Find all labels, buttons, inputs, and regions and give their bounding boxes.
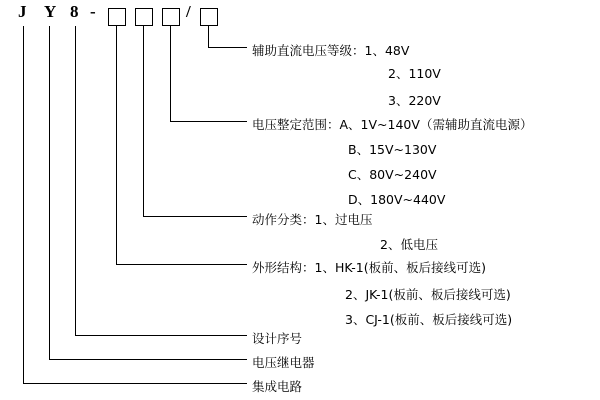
label-enclosure-structure-line-2: 2、JK-1(板前、板后接线可选) bbox=[345, 287, 511, 302]
label-aux-dc-voltage: 辅助直流电压等级：1、48V bbox=[252, 43, 410, 58]
code-char-dash: - bbox=[90, 2, 96, 21]
code-box-2 bbox=[136, 9, 153, 26]
label-design-serial-number: 设计序号 bbox=[252, 331, 303, 346]
code-box-4 bbox=[201, 9, 218, 26]
label-voltage-setting-range-line-4: D、180V~440V bbox=[348, 192, 446, 207]
code-char-slash: / bbox=[186, 2, 191, 21]
code-box-1 bbox=[109, 9, 126, 26]
leader-line-enclosure-structure bbox=[117, 26, 248, 265]
code-box-3 bbox=[163, 9, 180, 26]
label-voltage-setting-range-line-3: C、80V~240V bbox=[348, 167, 437, 182]
leader-line-voltage-relay bbox=[50, 26, 248, 360]
label-integrated-circuit: 集成电路 bbox=[252, 379, 303, 394]
code-char-8: 8 bbox=[70, 2, 79, 21]
code-char-y: Y bbox=[44, 2, 57, 21]
label-voltage-setting-range-line-2: B、15V~130V bbox=[348, 142, 437, 157]
label-voltage-setting-range: 电压整定范围：A、1V~140V（需辅助直流电源） bbox=[252, 117, 533, 132]
label-aux-dc-voltage-line-2: 2、110V bbox=[388, 66, 441, 81]
label-voltage-relay: 电压继电器 bbox=[252, 355, 315, 370]
leader-line-aux-dc-voltage bbox=[209, 26, 248, 48]
label-action-classification-line-2: 2、低电压 bbox=[380, 237, 438, 252]
code-char-j: J bbox=[18, 2, 27, 21]
label-action-classification: 动作分类：1、过电压 bbox=[252, 212, 373, 227]
leader-line-integrated-circuit bbox=[24, 26, 248, 384]
label-aux-dc-voltage-line-3: 3、220V bbox=[388, 93, 441, 108]
label-enclosure-structure-line-3: 3、CJ-1(板前、板后接线可选) bbox=[345, 312, 513, 327]
leader-line-design-serial-number bbox=[76, 26, 248, 336]
label-enclosure-structure: 外形结构：1、HK-1(板前、板后接线可选) bbox=[252, 260, 486, 275]
